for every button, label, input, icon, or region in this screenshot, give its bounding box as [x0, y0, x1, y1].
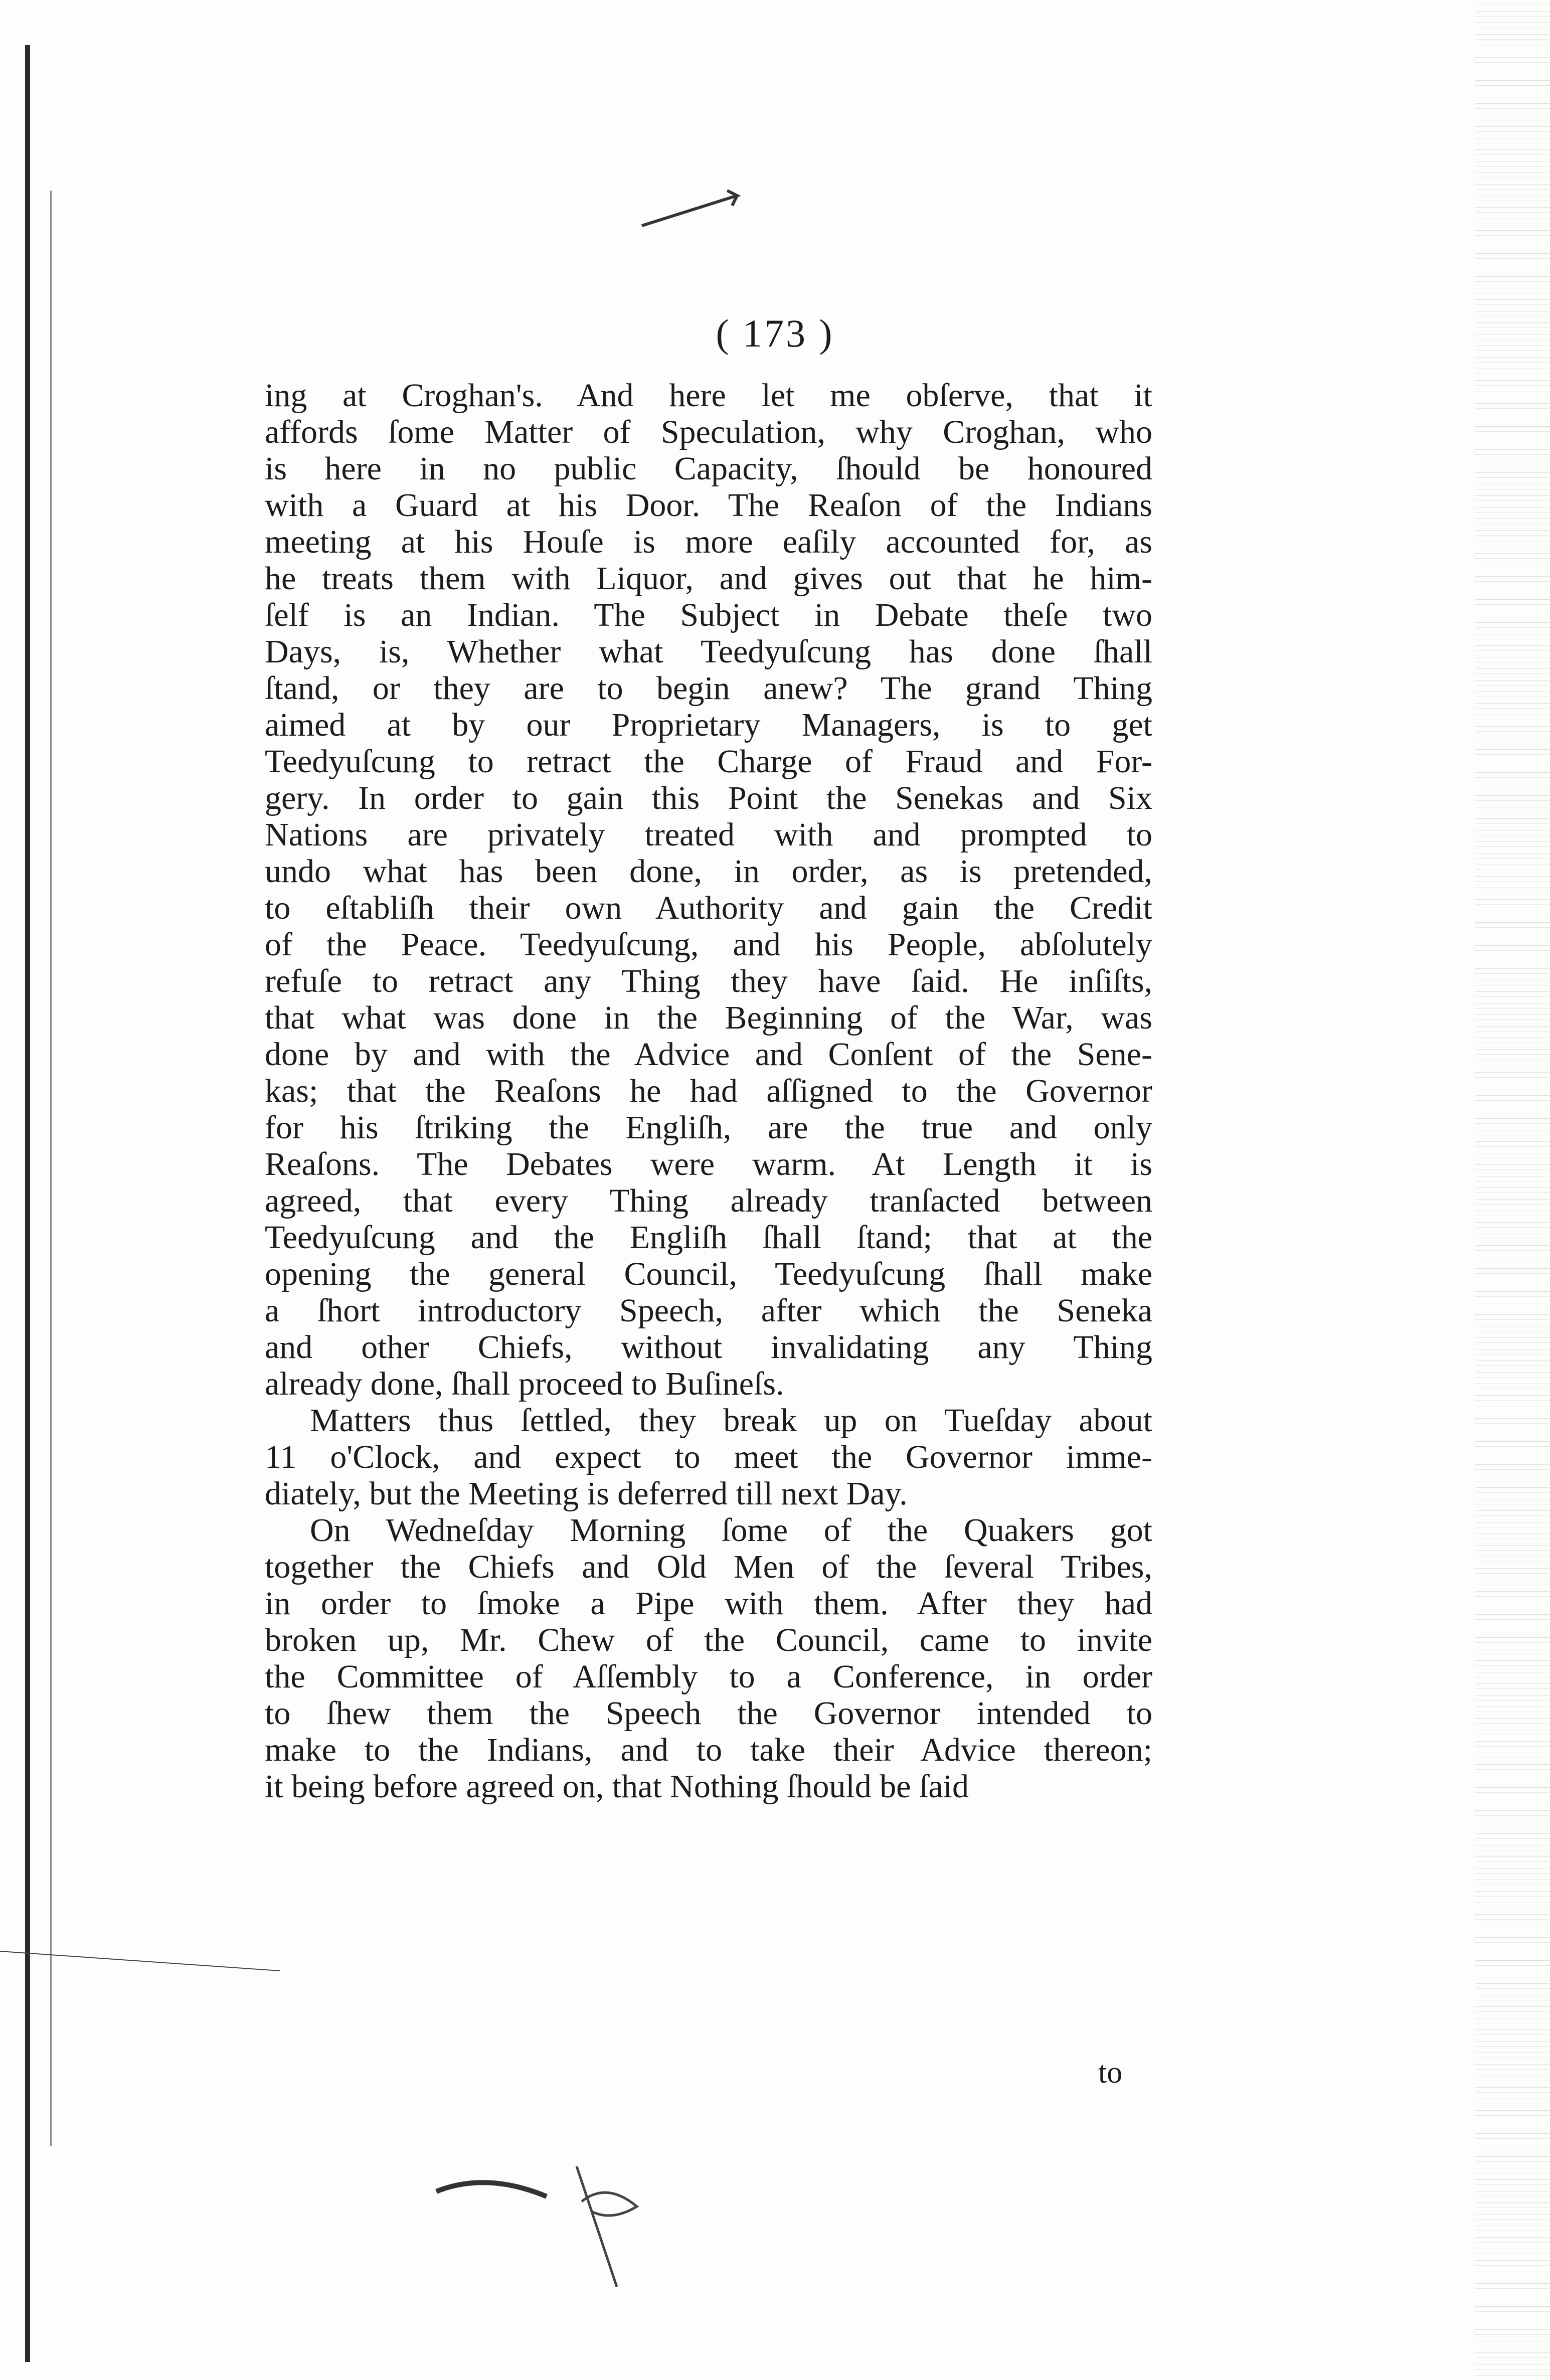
text-line: kas; that the Reaſons he had aſſigned to the Governor	[265, 1073, 1152, 1109]
text-line: Matters thus ſettled, they break up on Tueſday about	[310, 1402, 1152, 1439]
text-line: a ſhort introductory Speech, after which the Seneka	[265, 1292, 1152, 1329]
binding-shadow	[50, 191, 52, 2146]
text-line: of the Peace. Teedyuſcung, and his People, abſolutely	[265, 926, 1152, 963]
text-line: opening the general Council, Teedyuſcung ſhall make	[265, 1256, 1152, 1292]
text-line: undo what has been done, in order, as is pretended,	[265, 853, 1152, 890]
text-line: Reaſons. The Debates were warm. At Length it is	[265, 1146, 1152, 1182]
text-line: and other Chiefs, without invalidating any Thing	[265, 1329, 1152, 1366]
text-line: meeting at his Houſe is more eaſily accounted for, as	[265, 524, 1152, 560]
text-line: together the Chiefs and Old Men of the ſeveral Tribes,	[265, 1549, 1152, 1585]
text-line: 11 o'Clock, and expect to meet the Governor imme-	[265, 1439, 1152, 1475]
text-line: ing at Croghan's. And here let me obſerve, that it	[265, 377, 1152, 414]
text-line: that what was done in the Beginning of the War, was	[265, 999, 1152, 1036]
text-line: refuſe to retract any Thing they have ſaid. He inſiſts,	[265, 963, 1152, 999]
text-line: Teedyuſcung and the Engliſh ſhall ſtand; that at the	[265, 1219, 1152, 1256]
ink-mark-bottom	[426, 2161, 727, 2292]
text-line: in order to ſmoke a Pipe with them. After they had	[265, 1585, 1152, 1622]
text-line: for his ſtriking the Engliſh, are the true and only	[265, 1109, 1152, 1146]
text-line: affords ſome Matter of Speculation, why Croghan, who	[265, 414, 1152, 450]
ink-mark-top	[637, 171, 767, 236]
text-line: agreed, that every Thing already tranſacted between	[265, 1182, 1152, 1219]
text-line: make to the Indians, and to take their Advice thereon;	[265, 1732, 1152, 1768]
text-line: broken up, Mr. Chew of the Council, came to invite	[265, 1622, 1152, 1658]
text-line: done by and with the Advice and Conſent of the Sene-	[265, 1036, 1152, 1073]
text-line: Nations are privately treated with and prompted to	[265, 816, 1152, 853]
text-line: diately, but the Meeting is deferred till next Day.	[265, 1475, 908, 1512]
text-line: with a Guard at his Door. The Reaſon of the Indians	[265, 487, 1152, 524]
text-line: the Committee of Aſſembly to a Conference, in order	[265, 1658, 1152, 1695]
binding-edge	[25, 45, 30, 2362]
text-line: On Wedneſday Morning ſome of the Quakers got	[310, 1512, 1152, 1549]
text-line: he treats them with Liquor, and gives out that he him-	[265, 560, 1152, 597]
page-number: ( 173 )	[716, 311, 834, 355]
text-line: it being before agreed on, that Nothing ſhould be ſaid	[265, 1768, 969, 1805]
stray-rule	[0, 1951, 280, 1971]
page-edge-texture	[1475, 0, 1550, 2380]
text-line: gery. In order to gain this Point the Senekas and Six	[265, 780, 1152, 816]
body-text	[265, 377, 1152, 1805]
text-line: aimed at by our Proprietary Managers, is to get	[265, 707, 1152, 743]
text-line: already done, ſhall proceed to Buſineſs.	[265, 1366, 784, 1402]
catchword: to	[1098, 2056, 1123, 2090]
text-line: Days, is, Whether what Teedyuſcung has done ſhall	[265, 633, 1152, 670]
text-line: ſtand, or they are to begin anew? The grand Thing	[265, 670, 1152, 707]
text-line: is here in no public Capacity, ſhould be honoured	[265, 450, 1152, 487]
text-line: ſelf is an Indian. The Subject in Debate theſe two	[265, 597, 1152, 633]
text-line: Teedyuſcung to retract the Charge of Fraud and For-	[265, 743, 1152, 780]
text-line: to ſhew them the Speech the Governor intended to	[265, 1695, 1152, 1732]
text-line: to eſtabliſh their own Authority and gain the Credit	[265, 890, 1152, 926]
